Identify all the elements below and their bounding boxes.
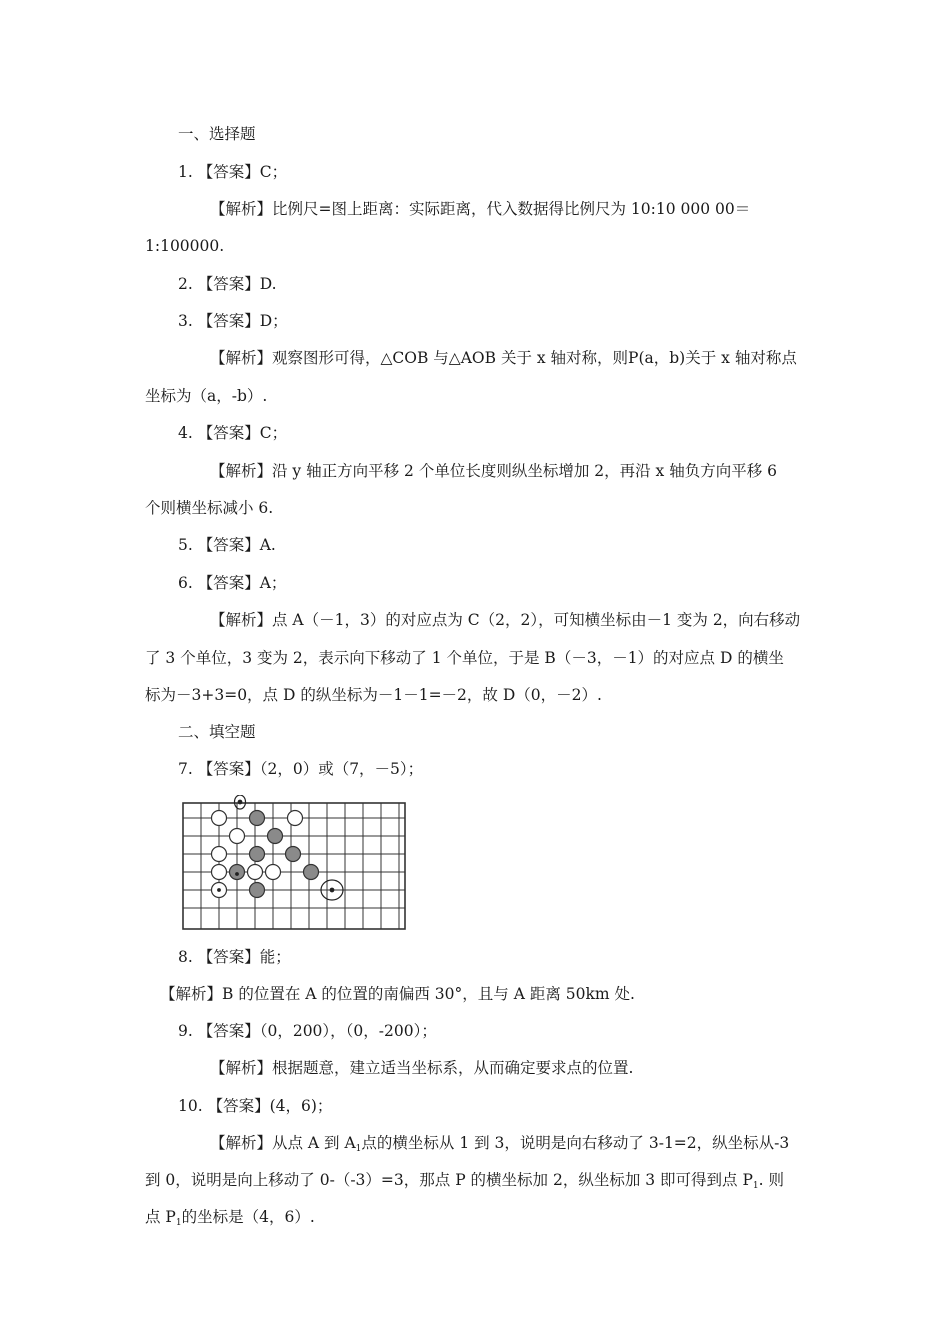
q4-answer: 4. 【答案】C； — [178, 424, 288, 442]
go-board-figure — [180, 795, 410, 933]
white-stone — [248, 865, 263, 880]
q10-exp1-part-a: 【解析】从点 A 到 A — [210, 1134, 356, 1152]
black-stone — [230, 865, 245, 880]
q8-answer: 8. 【答案】能； — [178, 948, 291, 966]
q10-exp2-subscript: 1 — [752, 1181, 759, 1191]
black-stone — [286, 847, 301, 862]
q10-exp2-part-b: . 则 — [758, 1171, 785, 1189]
white-stone — [212, 865, 227, 880]
q10-explanation-line1 — [210, 1132, 890, 1160]
q10-exp3-part-a: 点 P — [145, 1208, 176, 1226]
section-heading-choice: 一、选择题 — [178, 125, 256, 143]
marked-positions — [218, 795, 343, 900]
q6-explanation-line1: 【解析】点 A（－1，3）的对应点为 C（2，2），可知横坐标由－1 变为 2，向右移动 — [210, 611, 801, 629]
q4-explanation-line1: 【解析】沿 y 轴正方向平移 2 个单位长度则纵坐标增加 2，再沿 x 轴负方向平移 6 — [210, 462, 778, 480]
q7-answer: 7. 【答案】（2，0）或（7，－5）； — [178, 760, 424, 778]
white-stone — [212, 847, 227, 862]
black-stone — [250, 811, 265, 826]
q3-explanation-line1: 【解析】观察图形可得，△COB 与△AOB 关于 x 轴对称，则P(a，b)关于 x 轴对称点 — [210, 349, 797, 367]
q1-explanation-line2: 1:100000. — [145, 237, 225, 255]
q10-exp3-subscript: 1 — [175, 1218, 182, 1228]
q10-exp2-part-a: 到 0，说明是向上移动了 0-（-3）=3，那点 P 的横坐标加 2，纵坐标加 3 即可得到点 P — [145, 1171, 753, 1189]
q3-explanation-line2: 坐标为（a，-b）. — [145, 387, 268, 405]
q6-answer: 6. 【答案】A； — [178, 574, 287, 592]
q10-explanation-line2 — [145, 1169, 825, 1197]
white-stone — [266, 865, 281, 880]
q9-answer: 9. 【答案】（0，200），（0，-200）； — [178, 1022, 437, 1040]
q2-answer: 2. 【答案】D. — [178, 275, 277, 293]
q3-answer: 3. 【答案】D； — [178, 312, 288, 330]
q6-explanation-line2: 了 3 个单位，3 变为 2，表示向下移动了 1 个单位，于是 B（－3，－1）的对应点 D 的横坐 — [145, 649, 784, 667]
black-stone — [304, 865, 319, 880]
black-stone — [250, 883, 265, 898]
white-stone — [230, 829, 245, 844]
q4-explanation-line2: 个则横坐标减小 6. — [145, 499, 274, 517]
q10-exp1-subscript: 1 — [355, 1144, 362, 1154]
section-heading-fill: 二、填空题 — [178, 723, 256, 741]
black-stone — [268, 829, 283, 844]
white-stone — [212, 811, 227, 826]
q10-answer: 10. 【答案】(4，6)； — [178, 1097, 333, 1115]
marked-point-top-dot — [238, 800, 242, 804]
q9-explanation-line1: 【解析】根据题意，建立适当坐标系，从而确定要求点的位置. — [210, 1059, 634, 1077]
black-stone — [250, 847, 265, 862]
marked-point-right-dot — [330, 888, 334, 892]
q5-answer: 5. 【答案】A. — [178, 536, 276, 554]
q10-exp1-part-b: 点的横坐标从 1 到 3，说明是向右移动了 3-1=2，纵坐标从-3 — [361, 1134, 790, 1152]
q10-explanation-line3 — [145, 1206, 825, 1234]
small-dot — [236, 873, 239, 876]
q10-exp3-part-b: 的坐标是（4，6）. — [181, 1208, 315, 1226]
q6-explanation-line3: 标为－3+3=0，点 D 的纵坐标为－1－1=－2，故 D（0，－2）. — [145, 686, 602, 704]
q8-explanation-line1: 【解析】B 的位置在 A 的位置的南偏西 30°，且与 A 距离 50km 处. — [160, 985, 635, 1003]
small-dot — [218, 889, 221, 892]
q1-answer: 1. 【答案】C； — [178, 163, 288, 181]
white-stone — [288, 811, 303, 826]
q1-explanation-line1: 【解析】比例尺=图上距离：实际距离，代入数据得比例尺为 10:10 000 00＝ — [210, 200, 751, 218]
